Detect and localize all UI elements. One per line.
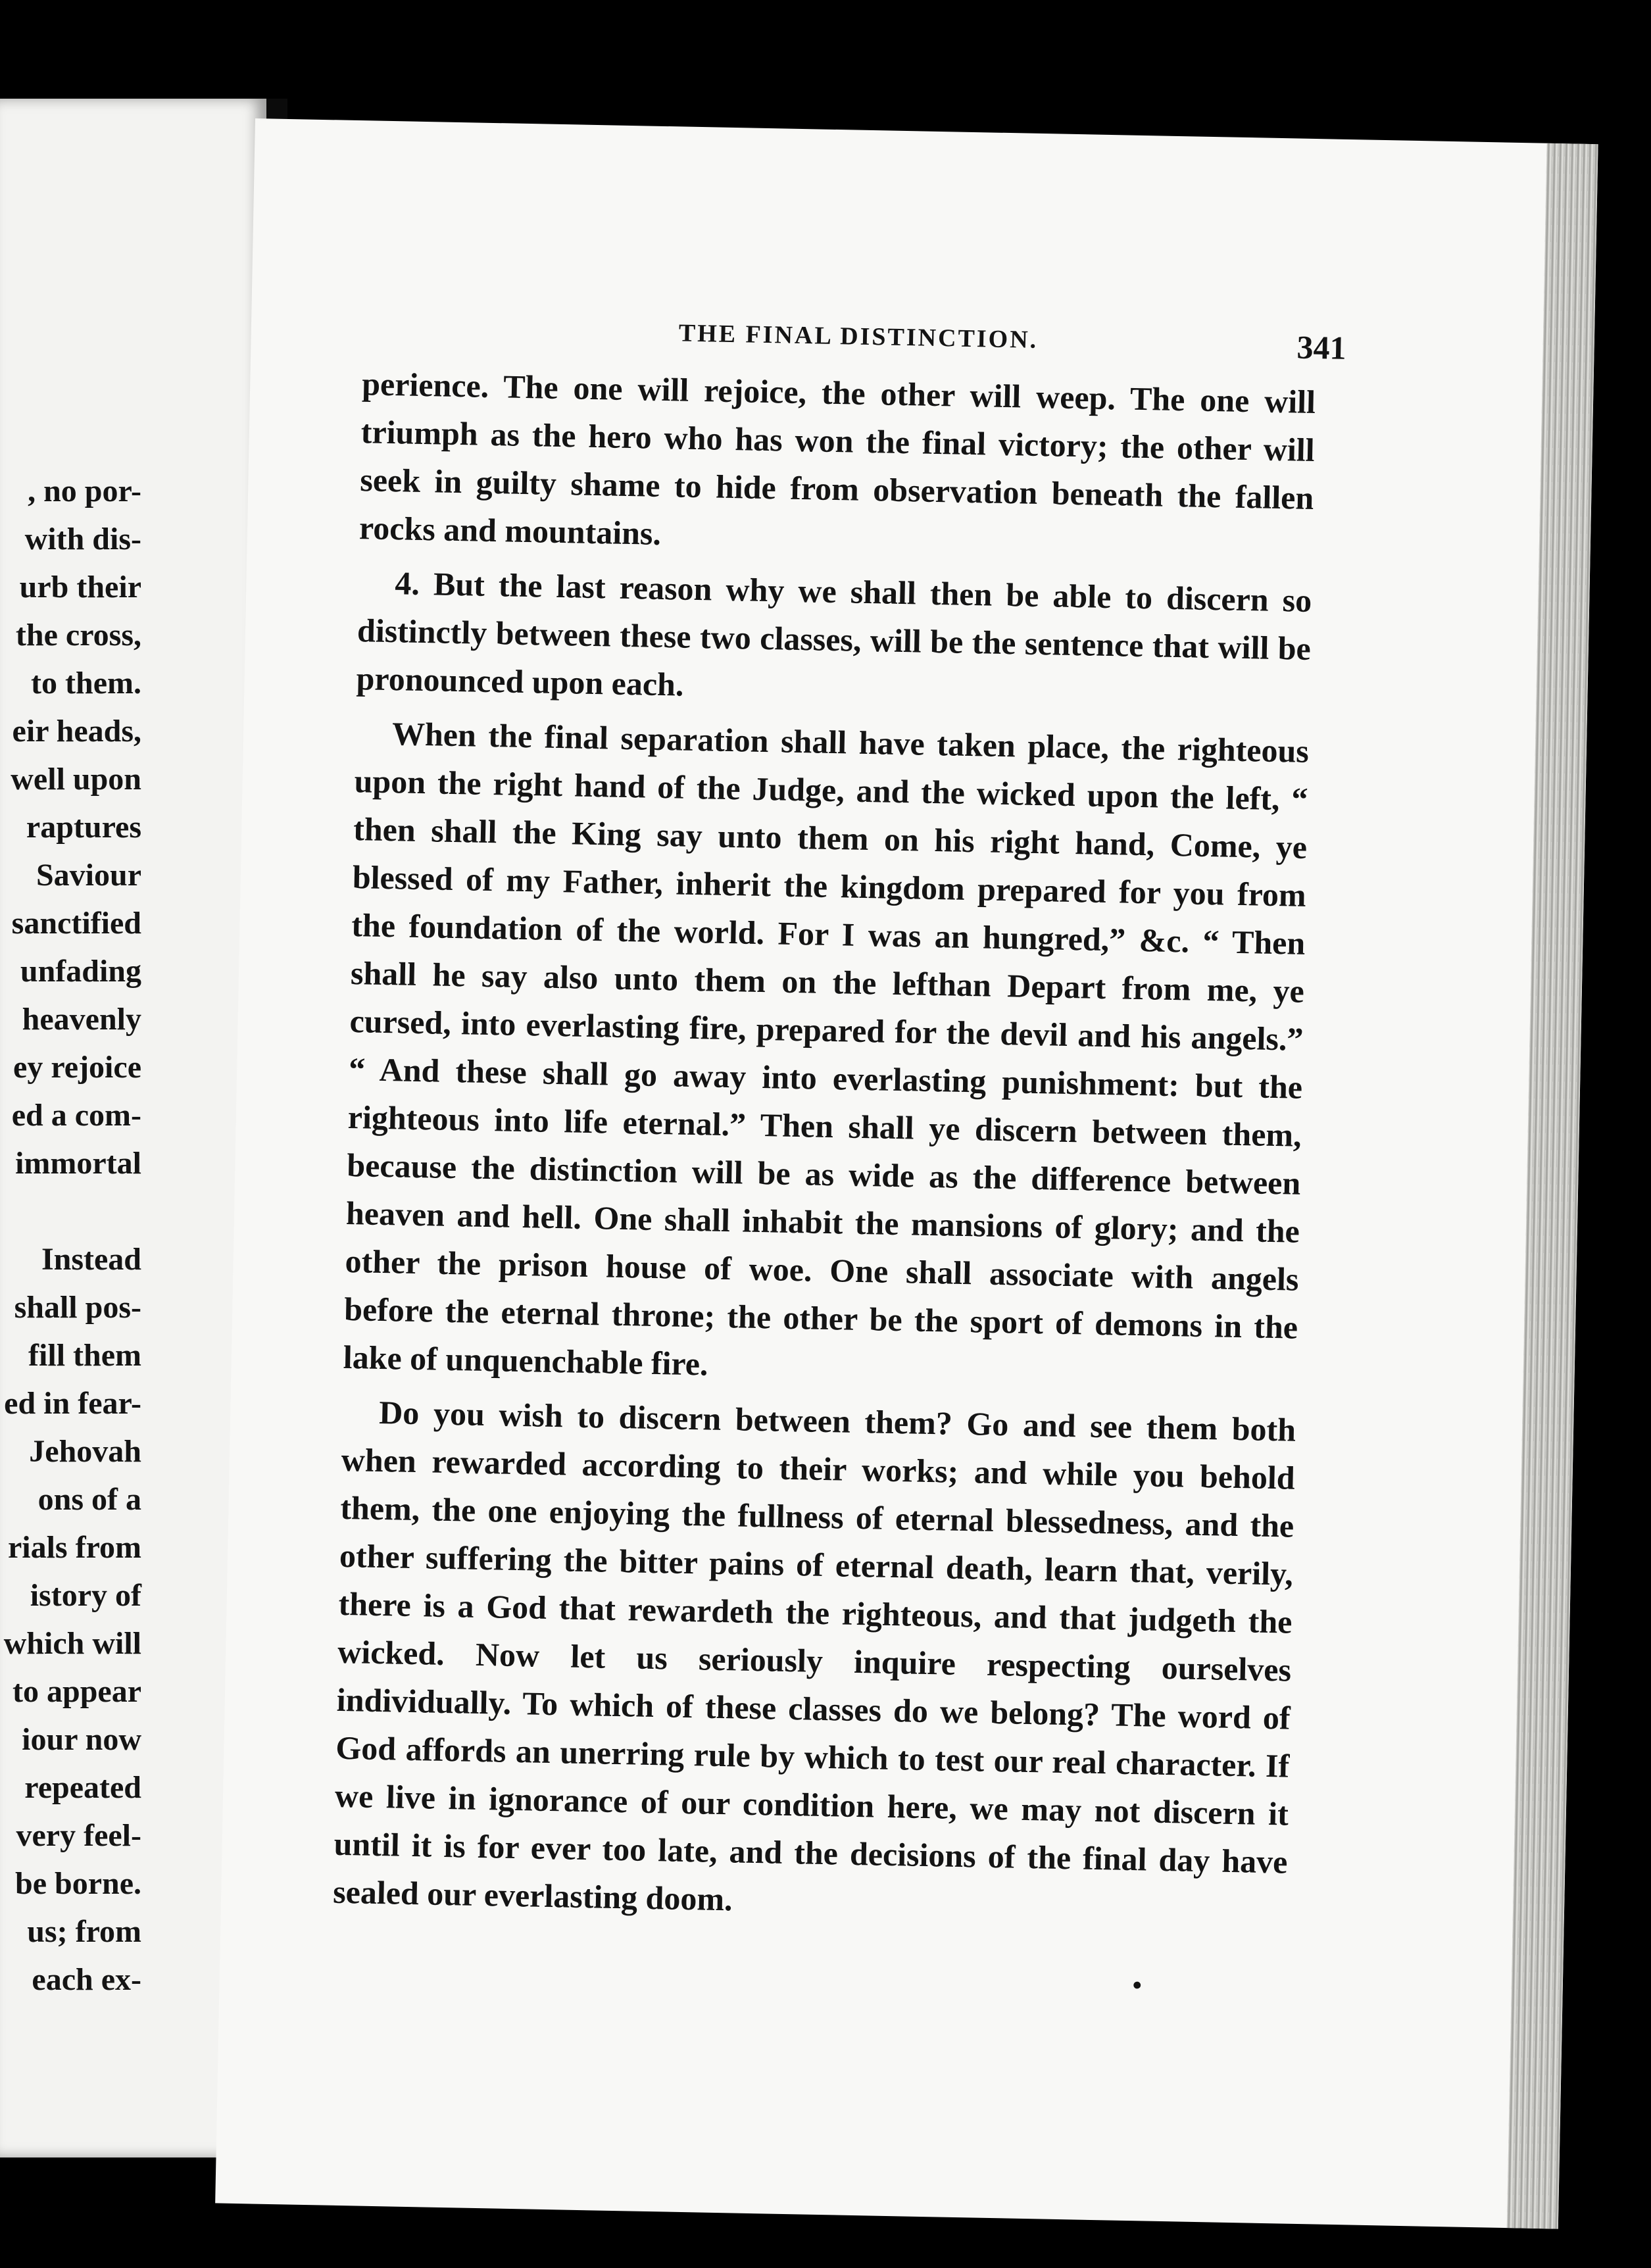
left-page-line: unfading: [20, 954, 141, 989]
left-page-line: rials from: [7, 1530, 141, 1565]
left-page-line: istory of: [30, 1578, 141, 1613]
left-page-line: ey rejoice: [13, 1050, 141, 1085]
left-page-line: immortal: [15, 1146, 141, 1181]
left-page-line: very feel-: [16, 1818, 141, 1853]
left-page-line: well upon: [11, 762, 141, 797]
left-page-line: [4, 1187, 141, 1235]
left-page-line: which will: [3, 1626, 141, 1661]
left-page-line: the cross,: [15, 618, 141, 653]
left-page-line: ed a com-: [11, 1098, 141, 1133]
left-page-line: ed in fear-: [4, 1386, 141, 1421]
body-text: [332, 360, 1316, 1940]
paragraph: 4. But the last reason why we shall then be able to discern so distinctly between these two classes, will be the sentence that will be pronounced upon each.: [356, 564, 1312, 703]
left-page-line: raptures: [26, 810, 141, 845]
left-page-line: shall pos-: [14, 1290, 141, 1325]
left-page-line: with dis-: [24, 522, 141, 556]
page-edges: [1507, 143, 1598, 2229]
left-page-line: sanctified: [11, 906, 141, 941]
running-head: THE FINAL DISTINCTION.: [678, 319, 1039, 354]
left-page-text: [4, 467, 141, 2004]
right-page: [215, 118, 1598, 2229]
paragraph: perience. The one will rejoice, the other will weep. The one will triumph as the hero who has won the final victory; the other will seek in guilty shame to hide from observation beneath the fallen rocks and mountains.: [358, 365, 1316, 552]
footer-mark: •: [1132, 1970, 1143, 2000]
left-page-line: be borne.: [15, 1866, 141, 1901]
left-page-line: Saviour: [36, 858, 141, 893]
left-page-line: Jehovah: [29, 1434, 141, 1469]
left-page-line: Instead: [41, 1242, 141, 1277]
left-page-line: , no por-: [28, 474, 141, 508]
left-page-line: fill them: [28, 1338, 141, 1373]
paragraph: Do you wish to discern between them? Go and see them both when rewarded according to their works; and while you behold them, the one enjoying the fullness of eternal blessedness, and the other suffering the bitter pains of eternal death, learn that, verily, there is a God that rewardeth the righteous, and that judgeth the wicked. Now let us seriously inquire respecting ourselves individually. To which of these classes do we belong? The word of God affords an unerring rule by which to test our real character. If we live in ignorance of our condition here, we may not discern it until it is for ever too late, and the decisions of the final day have sealed our everlasting doom.: [332, 1393, 1296, 1918]
paragraph: When the final separation shall have taken place, the righteous upon the right hand of the Judge, and the wicked upon the left, “ then shall the King say unto them on his right hand, Come, ye blessed of my Father, inherit the kingdom prepared for you from the foundation of the world. For I was an hungred,” &c. “ Then shall he say also unto them on the lefthan Depart from me, ye cursed, into everlasting fire, prepared for the devil and his angels.” “ And these shall go away into everlasting punishment: but the righteous into life eternal.” Then shall ye discern between them, because the distinction will be as wide as the difference between heaven and hell. One shall inhabit the mansions of glory; and the other the prison house of woe. One shall associate with angels before the eternal throne; the other be the sport of demons in the lake of unquenchable fire.: [343, 715, 1310, 1383]
left-page-line: eir heads,: [12, 714, 141, 749]
left-page-line: each ex-: [32, 1962, 141, 1997]
left-page-line: repeated: [24, 1770, 141, 1805]
left-page-line: urb their: [19, 570, 141, 604]
left-page-line: iour now: [22, 1722, 141, 1757]
left-page-line: to them.: [31, 666, 141, 701]
left-page-line: to appear: [12, 1674, 141, 1709]
left-page-line: heavenly: [22, 1002, 141, 1037]
left-page-line: us; from: [27, 1914, 141, 1949]
left-page-line: ons of a: [37, 1482, 141, 1517]
page-number: 341: [1296, 328, 1347, 366]
